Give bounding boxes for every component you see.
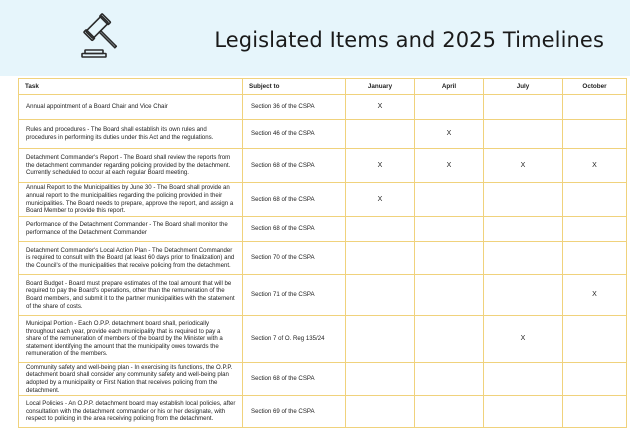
task-cell: Annual appointment of a Board Chair and Vice Chair (19, 95, 243, 120)
task-cell: Board Budget - Board must prepare estimates of the toal amount that will be required to pay the Board's operations, other than the remuneration of the Board members, and submit it to the partner municipalities with the statement of the share of costs. (19, 275, 243, 316)
table-row (19, 363, 627, 396)
july-mark (484, 120, 563, 149)
october-mark (563, 95, 627, 120)
column-header-january: January (346, 79, 415, 95)
january-mark (346, 242, 415, 275)
subject-cell: Section 68 of the CSPA (243, 217, 346, 242)
october-mark (563, 120, 627, 149)
april-mark (415, 217, 484, 242)
subject-cell: Section 46 of the CSPA (243, 120, 346, 149)
column-header-october: October (563, 79, 627, 95)
table-row (19, 183, 627, 217)
title-banner (0, 0, 630, 76)
april-mark (415, 95, 484, 120)
january-mark: X (346, 95, 415, 120)
table-row (19, 95, 627, 120)
july-mark: X (484, 316, 563, 363)
task-cell: Municipal Portion - Each O.P.P. detachment board shall, periodically throughout each year, provide each municipality that is required to pay a share of the remuneration of members of the board by the Minister with a statement identifying the amount that the municipality owes towards the remuneration of the members. (19, 316, 243, 363)
july-mark (484, 396, 563, 428)
october-mark (563, 316, 627, 363)
subject-cell: Section 69 of the CSPA (243, 396, 346, 428)
april-mark: X (415, 149, 484, 183)
october-mark (563, 242, 627, 275)
january-mark (346, 363, 415, 396)
april-mark (415, 275, 484, 316)
table-row (19, 275, 627, 316)
october-mark (563, 183, 627, 217)
july-mark (484, 363, 563, 396)
column-header-april: April (415, 79, 484, 95)
gavel-icon (76, 12, 124, 60)
january-mark (346, 120, 415, 149)
task-cell: Local Policies - An O.P.P. detachment board may establish local policies, after consultation with the detachment commander or his or her designate, with respect to policing in the area receiving policing from the detachment. (19, 396, 243, 428)
table-row (19, 120, 627, 149)
july-mark (484, 275, 563, 316)
april-mark (415, 183, 484, 217)
column-header-task: Task (19, 79, 243, 95)
subject-cell: Section 70 of the CSPA (243, 242, 346, 275)
task-cell: Rules and procedures - The Board shall establish its own rules and procedures in performing its duties under this Act and the regulations. (19, 120, 243, 149)
subject-cell: Section 68 of the CSPA (243, 363, 346, 396)
subject-cell: Section 68 of the CSPA (243, 183, 346, 217)
april-mark (415, 363, 484, 396)
subject-cell: Section 68 of the CSPA (243, 149, 346, 183)
january-mark: X (346, 183, 415, 217)
column-header-july: July (484, 79, 563, 95)
april-mark (415, 242, 484, 275)
task-cell: Detachment Commander's Report - The Board shall review the reports from the detachment commander regarding policing provided by the detachment. Currently scheduled to occur at each regular Board meeting. (19, 149, 243, 183)
column-header-subject: Subject to (243, 79, 346, 95)
july-mark: X (484, 149, 563, 183)
task-cell: Annual Report to the Municipalities by June 30 - The Board shall provide an annual report to the municipalities regarding the policing provided in their municipalities. The Board needs to prepare, approve the report, and assign a Board Member to provide this report. (19, 183, 243, 217)
table-row (19, 217, 627, 242)
timeline-table (18, 78, 627, 428)
january-mark: X (346, 149, 415, 183)
table-row (19, 316, 627, 363)
timeline-table-container (18, 78, 626, 428)
january-mark (346, 316, 415, 363)
april-mark (415, 396, 484, 428)
january-mark (346, 275, 415, 316)
document-title: Legislated Items and 2025 Timelines (214, 28, 604, 52)
subject-cell: Section 7 of O. Reg 135/24 (243, 316, 346, 363)
october-mark (563, 396, 627, 428)
july-mark (484, 183, 563, 217)
april-mark: X (415, 120, 484, 149)
october-mark (563, 217, 627, 242)
task-cell: Community safety and well-being plan - In exercising its functions, the O.P.P. detachment board shall consider any community safety and well-being plan adopted by a municipality or First Nation that receives policing from the detachment. (19, 363, 243, 396)
october-mark: X (563, 149, 627, 183)
july-mark (484, 242, 563, 275)
january-mark (346, 217, 415, 242)
subject-cell: Section 36 of the CSPA (243, 95, 346, 120)
table-row (19, 396, 627, 428)
january-mark (346, 396, 415, 428)
october-mark: X (563, 275, 627, 316)
july-mark (484, 217, 563, 242)
table-header-row (19, 79, 627, 95)
task-cell: Detachment Commander's Local Action Plan - The Detachment Commander is required to consult with the Board (at least 60 days prior to finalization) and the Council's of the municipalities that receive policing from the detachment. (19, 242, 243, 275)
table-row (19, 149, 627, 183)
table-row (19, 242, 627, 275)
april-mark (415, 316, 484, 363)
task-cell: Performance of the Detachment Commander - The Board shall monitor the performance of the Detachment Commander (19, 217, 243, 242)
subject-cell: Section 71 of the CSPA (243, 275, 346, 316)
october-mark (563, 363, 627, 396)
july-mark (484, 95, 563, 120)
